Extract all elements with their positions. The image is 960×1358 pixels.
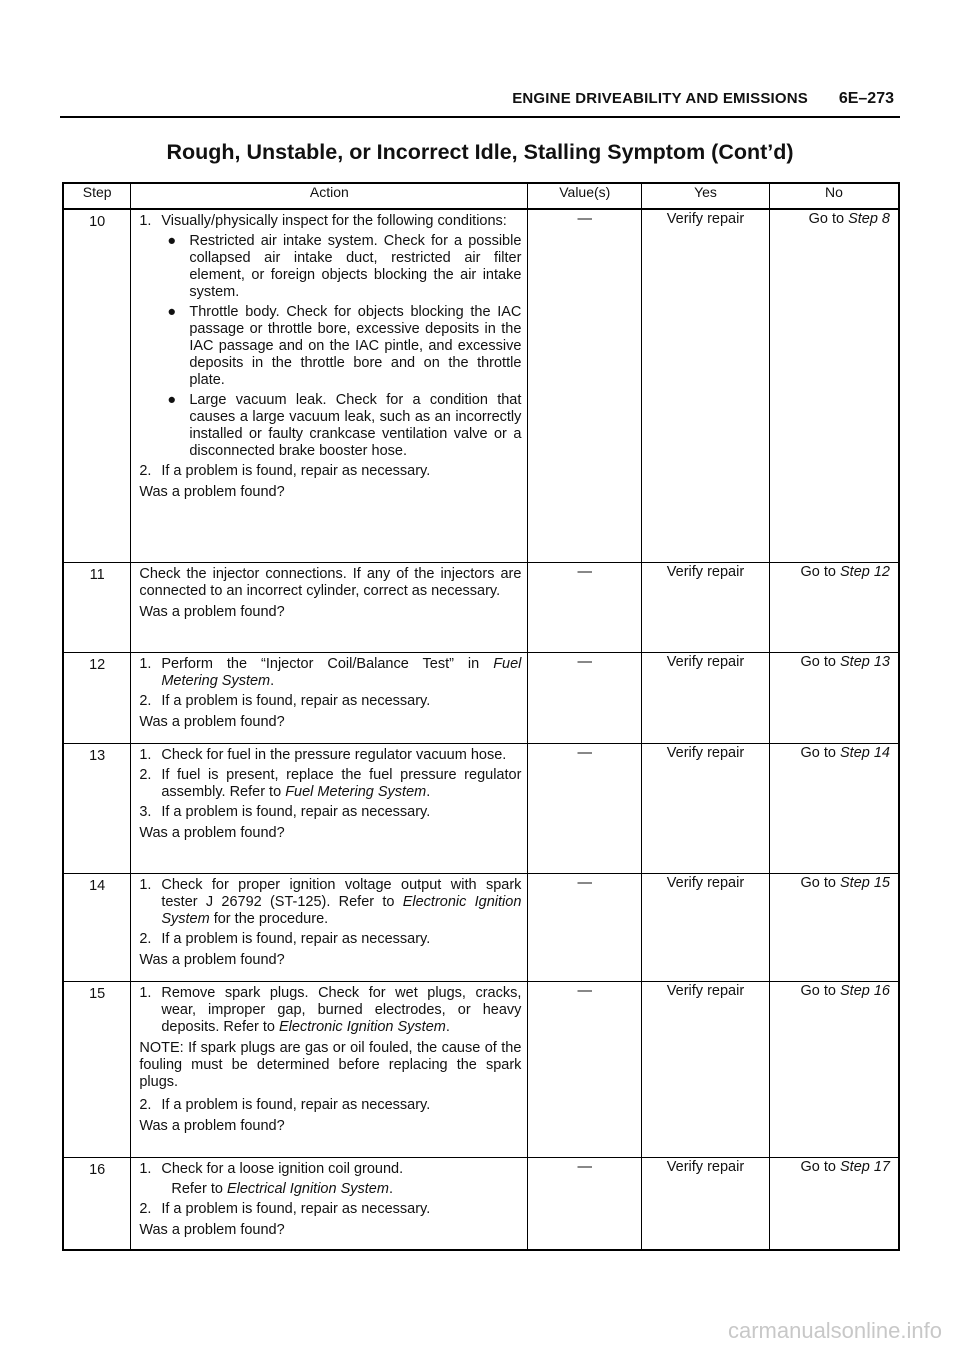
action-subtext [139, 1181, 521, 1198]
value-cell: — [528, 981, 642, 1157]
column-header-action: Action [131, 183, 528, 209]
no-cell [769, 1157, 899, 1250]
yes-cell: Verify repair [642, 873, 770, 981]
action-item [139, 656, 521, 690]
no-prefix: Go to [800, 1158, 840, 1175]
action-item [139, 1161, 521, 1178]
step-number: 10 [63, 209, 131, 562]
step-number: 16 [63, 1157, 131, 1250]
item-number: 2. [139, 1096, 152, 1113]
action-text: Check for proper ignition voltage output with spark tester J 26792 (ST-125). Refer to [161, 876, 522, 910]
yes-cell: Verify repair [642, 562, 770, 652]
table-row [63, 981, 899, 1157]
yes-cell: Verify repair [642, 209, 770, 562]
table-row [63, 873, 899, 981]
question-text: Was a problem found? [139, 1221, 285, 1238]
table-row [63, 743, 899, 873]
action-item [139, 1201, 521, 1218]
item-number: 1. [139, 984, 152, 1001]
action-text: Visually/physically inspect for the following conditions: [161, 213, 507, 229]
step-reference: Step 15 [840, 874, 890, 891]
action-item [139, 985, 521, 1036]
value-cell: — [528, 209, 642, 562]
punctuation: . [445, 1018, 450, 1035]
column-header-no: No [769, 183, 899, 209]
no-prefix: Go to [800, 982, 840, 999]
action-text-end: for the procedure. [209, 910, 329, 927]
manual-reference: Electronic Ignition System [161, 893, 522, 927]
section-title: ENGINE DRIVEABILITY AND EMISSIONS [512, 90, 808, 107]
no-prefix: Go to [808, 211, 849, 227]
action-cell [131, 1157, 528, 1250]
action-cell [131, 873, 528, 981]
question-text: Was a problem found? [139, 824, 285, 841]
item-number: 1. [139, 746, 152, 763]
item-number: 2. [139, 692, 152, 709]
step-number: 14 [63, 873, 131, 981]
action-text: Check for a loose ignition coil ground. [161, 1160, 404, 1177]
action-item [139, 877, 521, 928]
no-prefix: Go to [800, 563, 840, 580]
value-cell: — [528, 873, 642, 981]
question-text: Was a problem found? [139, 951, 285, 968]
action-item [139, 693, 521, 710]
yes-cell: Verify repair [642, 743, 770, 873]
item-number: 1. [139, 655, 152, 672]
no-prefix: Go to [800, 653, 840, 670]
punctuation: . [426, 783, 431, 800]
action-item [139, 1097, 521, 1114]
action-text: If a problem is found, repair as necessary. [161, 930, 431, 947]
bullet-item [139, 392, 521, 460]
manual-reference: Electrical Ignition System [226, 1180, 389, 1197]
table-row [63, 209, 899, 562]
bullet-item [139, 304, 521, 389]
bullet-text: Large vacuum leak. Check for a condition that causes a large vacuum leak, such as an incorrectly installed or faulty crankcase ventilation valve or a disconnected brake booster hose. [189, 392, 522, 459]
action-cell [131, 652, 528, 743]
step-reference: Step 16 [840, 982, 890, 999]
action-text: Perform the “Injector Coil/Balance Test” in [161, 655, 494, 672]
action-text: If fuel is present, replace the fuel pressure regulator assembly. Refer to [161, 766, 522, 800]
item-number: 1. [139, 213, 152, 229]
step-reference: Step 12 [840, 563, 890, 580]
action-text: If a problem is found, repair as necessary. [161, 803, 431, 820]
action-cell [131, 562, 528, 652]
item-number: 2. [139, 766, 152, 783]
step-number: 11 [63, 562, 131, 652]
step-reference: Step 8 [848, 211, 890, 227]
manual-reference: Fuel Metering System [161, 655, 522, 689]
action-item [139, 931, 521, 948]
bullet-text: Throttle body. Check for objects blocking the IAC passage or throttle bore, excessive deposits in the IAC passage and on the IAC pintle, and excessive deposits in the throttle bore and on the throttle plate. [189, 304, 522, 388]
diagnostic-table [62, 182, 900, 1251]
action-text: Check the injector connections. If any of the injectors are connected to an incorrect cylinder, correct as necessary. [139, 565, 522, 599]
table-row [63, 652, 899, 743]
table-row [63, 562, 899, 652]
question-text: Was a problem found? [139, 713, 285, 730]
value-cell: — [528, 1157, 642, 1250]
item-number: 2. [139, 930, 152, 947]
no-cell [769, 209, 899, 562]
action-text: If a problem is found, repair as necessary. [161, 463, 431, 479]
action-text: Check for fuel in the pressure regulator vacuum hose. [161, 746, 507, 763]
step-reference: Step 17 [840, 1158, 890, 1175]
manual-reference: Electronic Ignition System [279, 1018, 446, 1035]
step-number: 13 [63, 743, 131, 873]
table-header-row [63, 183, 899, 209]
column-header-yes: Yes [642, 183, 770, 209]
action-cell [131, 209, 528, 562]
column-header-step: Step [63, 183, 131, 209]
watermark-text: carmanualsonline.info [727, 1318, 942, 1343]
no-cell [769, 652, 899, 743]
question-text: Was a problem found? [139, 1117, 285, 1134]
bullet-text: Restricted air intake system. Check for a possible collapsed air intake duct, restricted air filter element, or foreign objects blocking the air intake system. [189, 233, 522, 300]
action-item [139, 747, 521, 764]
page-title: Rough, Unstable, or Incorrect Idle, Stalling Symptom (Cont’d) [166, 140, 794, 164]
no-cell [769, 981, 899, 1157]
bullet-icon: ● [167, 304, 177, 320]
step-reference: Step 13 [840, 653, 890, 670]
item-number: 3. [139, 803, 152, 820]
action-cell [131, 743, 528, 873]
action-cell [131, 981, 528, 1157]
item-number: 2. [139, 463, 152, 479]
yes-cell: Verify repair [642, 1157, 770, 1250]
note-text: NOTE: If spark plugs are gas or oil fouled, the cause of the fouling must be determined before replacing the spark plugs. [139, 1039, 522, 1090]
page-number: 6E–273 [838, 90, 894, 107]
question-text: Was a problem found? [139, 603, 285, 620]
question-text: Was a problem found? [139, 484, 285, 500]
action-item [139, 804, 521, 821]
punctuation: . [388, 1180, 393, 1197]
item-number: 1. [139, 1160, 152, 1177]
no-cell [769, 873, 899, 981]
no-cell [769, 562, 899, 652]
action-item [139, 463, 521, 480]
page-header [60, 88, 900, 118]
item-number: 2. [139, 1200, 152, 1217]
yes-cell: Verify repair [642, 652, 770, 743]
table-row [63, 1157, 899, 1250]
item-number: 1. [139, 876, 152, 893]
refer-text: Refer to [171, 1180, 227, 1197]
punctuation: . [270, 672, 275, 689]
step-reference: Step 14 [840, 744, 890, 761]
action-item [139, 213, 521, 230]
bullet-item [139, 233, 521, 301]
manual-reference: Fuel Metering System [285, 783, 427, 800]
action-text: If a problem is found, repair as necessary. [161, 1096, 431, 1113]
action-text: Remove spark plugs. Check for wet plugs, cracks, wear, improper gap, burned electrodes, or heavy deposits. Refer to [161, 984, 522, 1035]
bullet-icon: ● [167, 233, 177, 249]
no-prefix: Go to [800, 874, 840, 891]
value-cell: — [528, 562, 642, 652]
step-number: 12 [63, 652, 131, 743]
no-cell [769, 743, 899, 873]
step-number: 15 [63, 981, 131, 1157]
action-text: If a problem is found, repair as necessary. [161, 1200, 431, 1217]
bullet-icon: ● [167, 392, 177, 408]
value-cell: — [528, 743, 642, 873]
action-item [139, 767, 521, 801]
column-header-values: Value(s) [528, 183, 642, 209]
action-text: If a problem is found, repair as necessary. [161, 692, 431, 709]
value-cell: — [528, 652, 642, 743]
yes-cell: Verify repair [642, 981, 770, 1157]
no-prefix: Go to [800, 744, 840, 761]
